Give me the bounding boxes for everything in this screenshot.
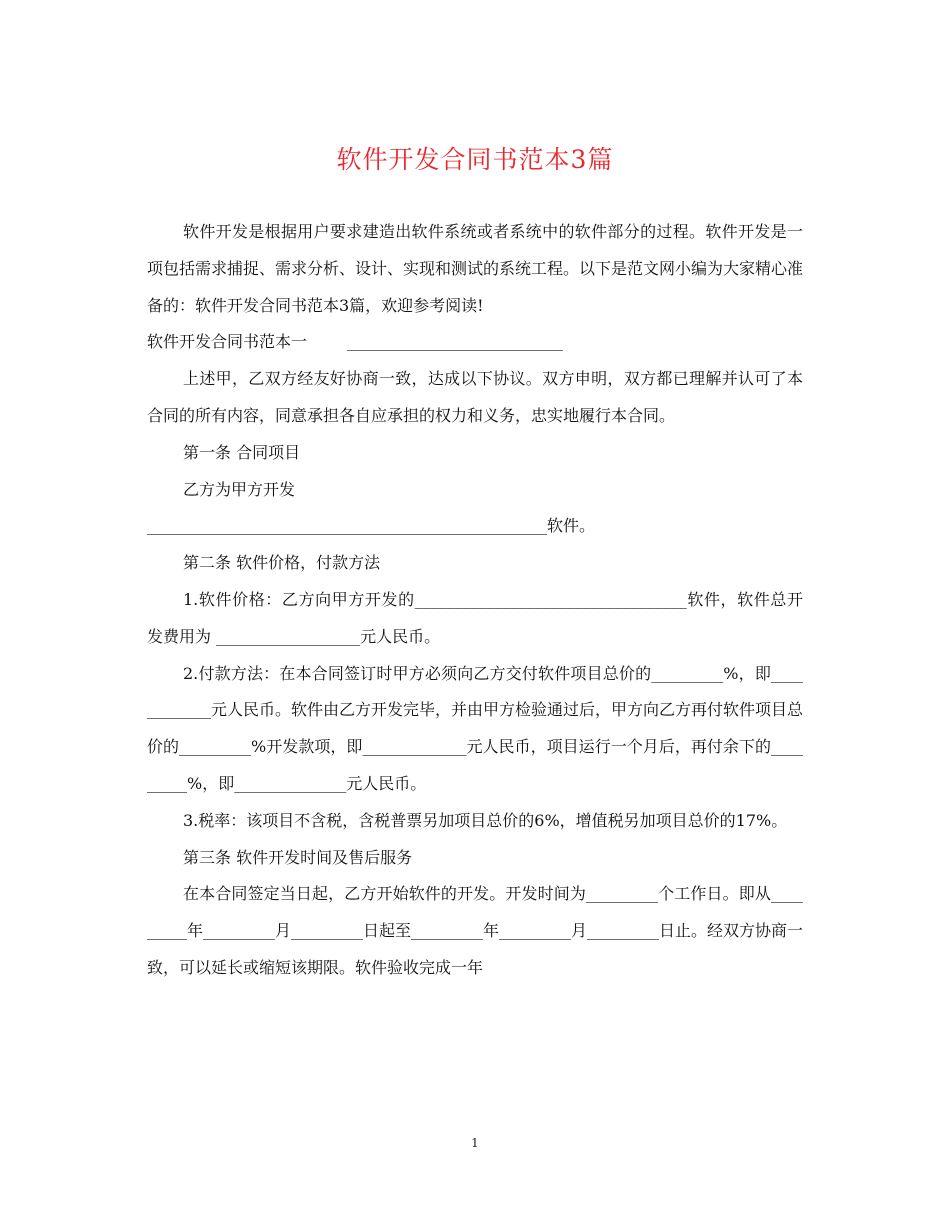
section1-heading [147,324,803,361]
article2-item3: 3.税率：该项目不含税，含税普票另加项目总价的6%，增值税另加项目总价的17%。 [183,810,788,830]
page-number: 1 [471,1136,479,1150]
article2-item1: 1.软件价格：乙方向甲方开发的__________________________________软件，软件总开发费用为 __________________元人民币。 [147,589,803,646]
document-body [147,214,803,987]
article3-text: 在本合同签定当日起，乙方开始软件的开发。开发时间为_________个工作日。即从_________年_________月_________日起至_________年_________月_________日止。经双方协商一致，可以延长或缩短该期限。软件验收完成一年 [147,884,804,977]
agreement-paragraph: 上述甲，乙双方经友好协商一致，达成以下协议。双方申明，双方都已理解并认可了本合同的所有内容，同意承担各自应承担的权力和义务，忠实地履行本合同。 [147,369,803,425]
section1-label: 软件开发合同书范本一 [147,332,308,352]
article1-title: 第一条 合同项目 [183,442,301,462]
article2-title: 第二条 软件价格，付款方法 [183,553,381,573]
article1-text: 乙方为甲方开发 [183,479,296,499]
section1-blank: ___________________________ [347,332,564,352]
intro-paragraph: 软件开发是根据用户要求建造出软件系统或者系统中的软件部分的过程。软件开发是一项包括需求捕捉、需求分析、设计、实现和测试的系统工程。以下是范文网小编为大家精心准备的：软件开发合同书范本3篇，欢迎参考阅读! [147,222,804,315]
article1-line: __________________________________________________软件。 [147,516,596,536]
article2-item2: 2.付款方法：在本合同签订时甲方必须向乙方交付软件项目总价的_________%，即____________元人民币。软件由乙方开发完毕，并由甲方检验通过后，甲方向乙方再付软件项目总价的_________%开发款项，即_____________元人民币，项目运行一个月后，再付余下的_________%，即______________元人民币。 [147,663,804,793]
document-title: 软件开发合同书范本3篇 [336,145,614,174]
article3-title: 第三条 软件开发时间及售后服务 [183,847,413,867]
